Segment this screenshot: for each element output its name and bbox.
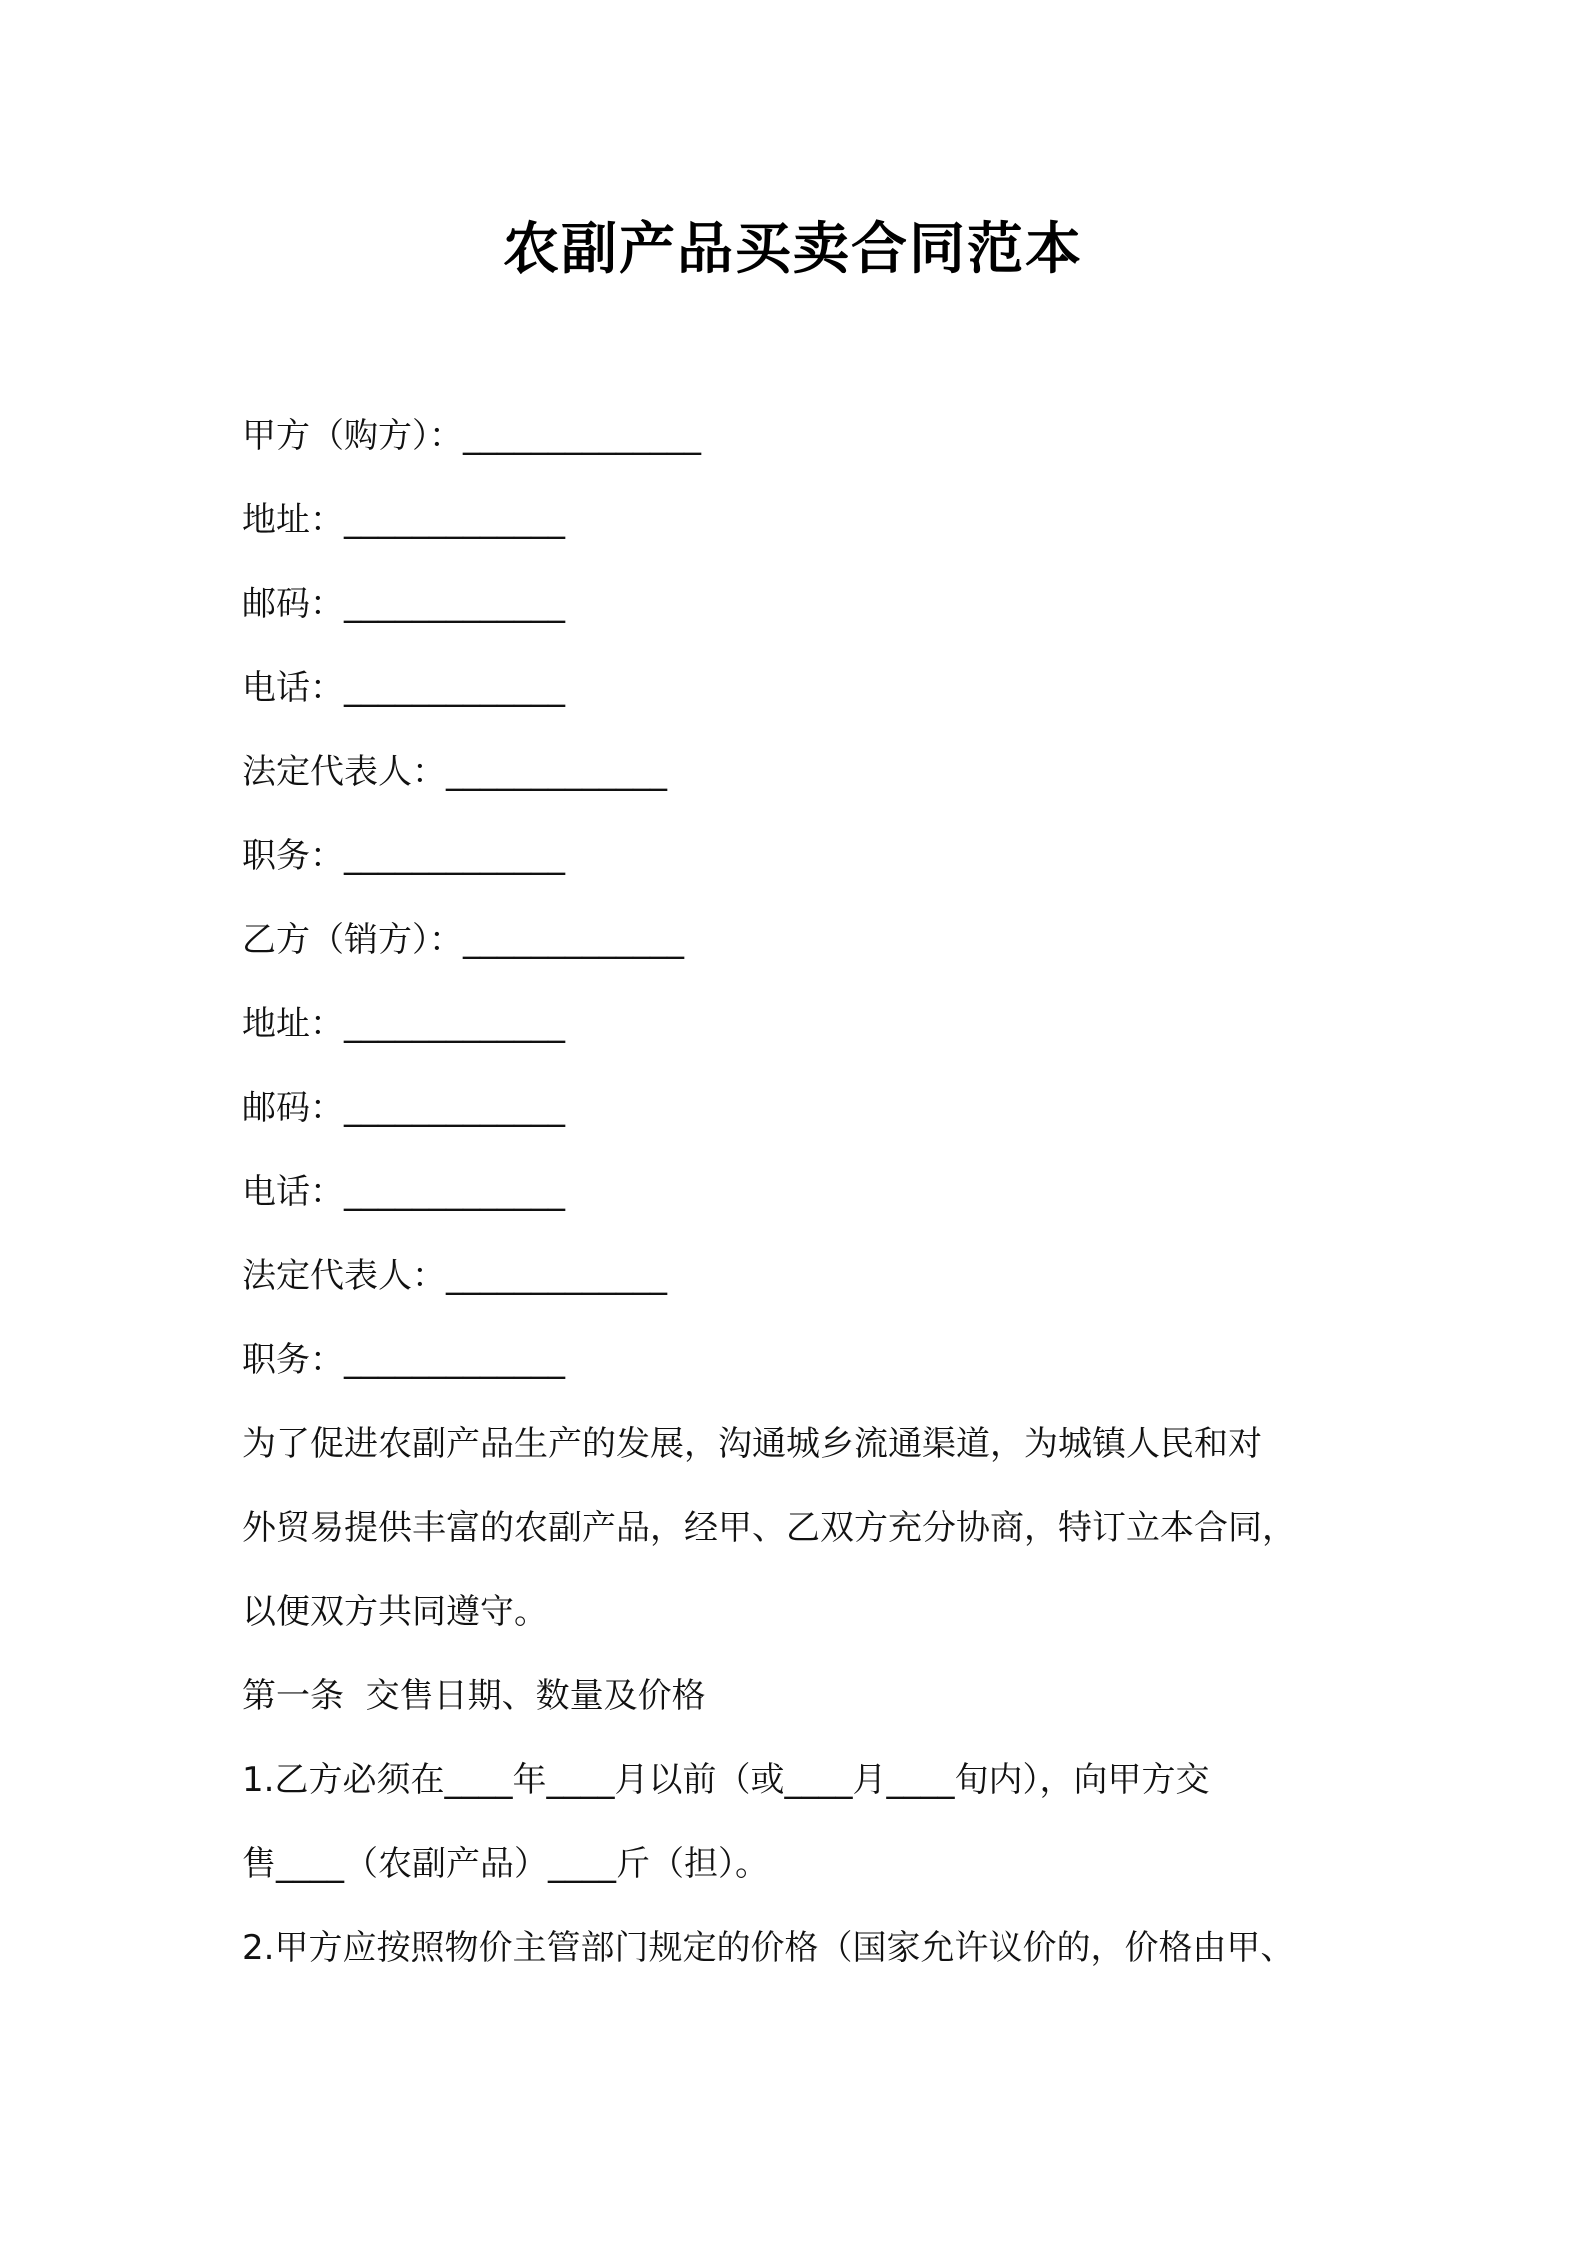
party-b-phone-line: 电话：_____________	[242, 1172, 565, 1212]
party-a-postcode-line: 邮码：_____________	[242, 584, 565, 624]
article-1-item-2-line: 2.甲方应按照物价主管部门规定的价格（国家允许议价的，价格由甲、	[242, 1928, 1295, 1968]
article-1-item-1-line: 售____（农副产品）____斤（担）。	[242, 1844, 769, 1884]
party-b-address-line: 地址：_____________	[242, 1004, 565, 1044]
party-a-phone-line: 电话：_____________	[242, 668, 565, 708]
party-a-address-line: 地址：_____________	[242, 500, 565, 540]
preamble-line: 外贸易提供丰富的农副产品，经甲、乙双方充分协商，特订立本合同，	[242, 1508, 1296, 1548]
article-1-item-1-line: 1.乙方必须在____年____月以前（或____月____旬内），向甲方交	[242, 1760, 1210, 1800]
party-b-name-line: 乙方（销方）：_____________	[242, 920, 684, 960]
party-b-legal-rep-line: 法定代表人：_____________	[242, 1256, 667, 1296]
party-b-postcode-line: 邮码：_____________	[242, 1088, 565, 1128]
party-a-legal-rep-line: 法定代表人：_____________	[242, 752, 667, 792]
preamble-line: 以便双方共同遵守。	[242, 1592, 548, 1632]
party-a-position-line: 职务：_____________	[242, 836, 565, 876]
party-a-name-line: 甲方（购方）：______________	[242, 416, 701, 456]
party-b-position-line: 职务：_____________	[242, 1340, 565, 1380]
document-title: 农副产品买卖合同范本	[503, 217, 1083, 282]
preamble-line: 为了促进农副产品生产的发展，沟通城乡流通渠道，为城镇人民和对	[242, 1424, 1262, 1464]
article-1-heading: 第一条 交售日期、数量及价格	[242, 1676, 706, 1716]
